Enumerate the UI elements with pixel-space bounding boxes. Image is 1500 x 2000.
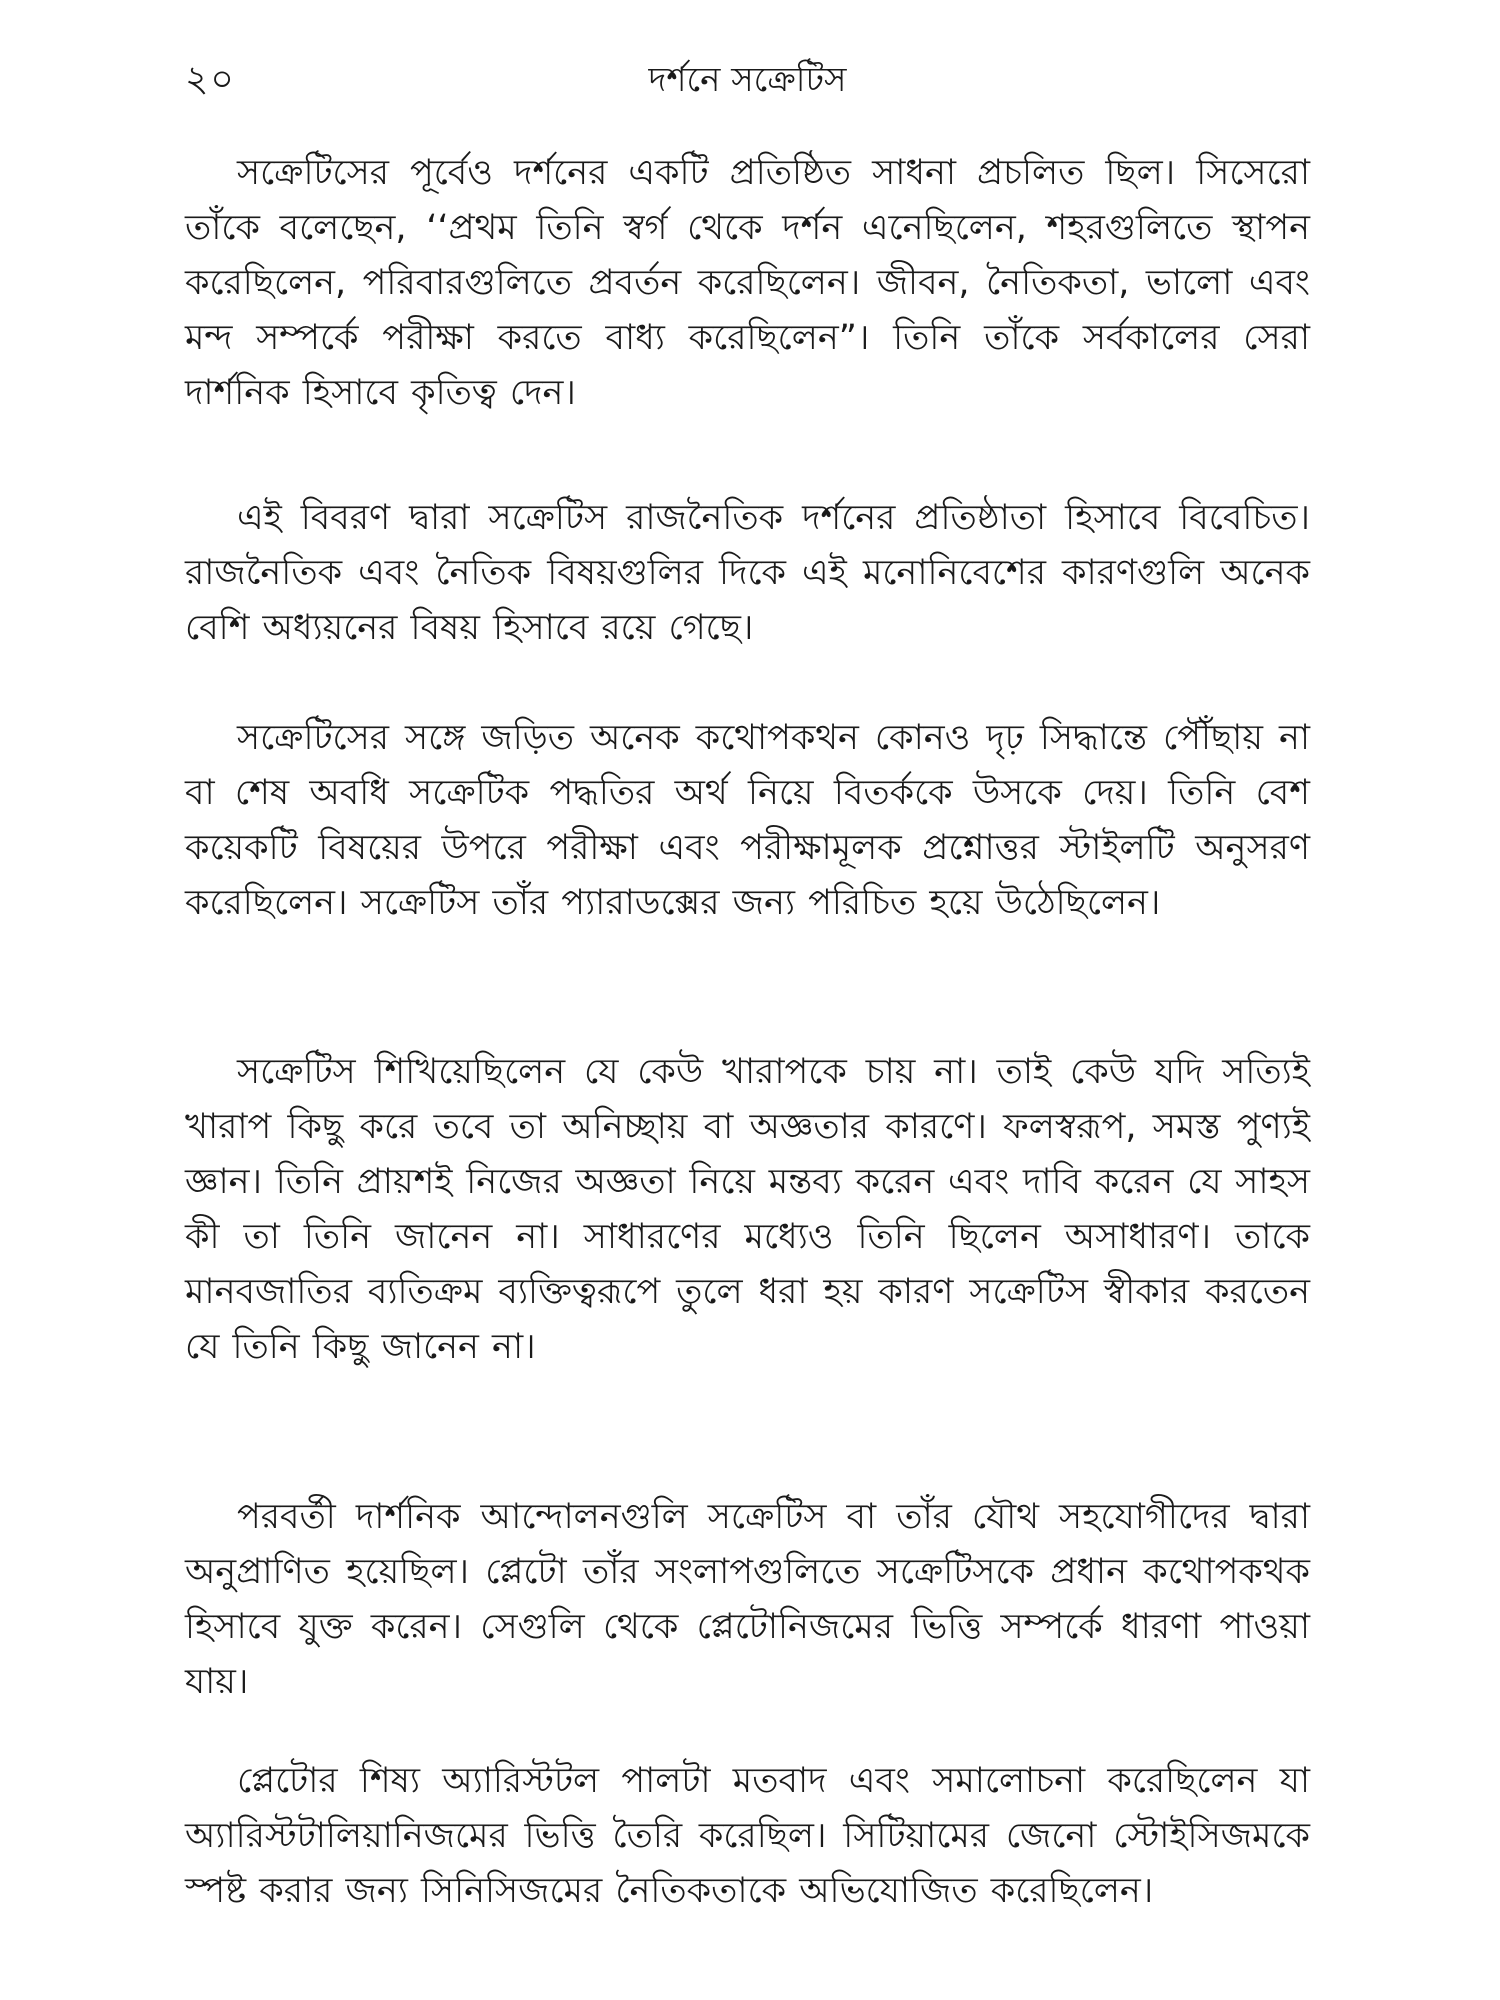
paragraph-political-philosophy: এই বিবরণ দ্বারা সক্রেটিস রাজনৈতিক দর্শনের প্রতিষ্ঠাতা হিসাবে বিবেচিত। রাজনৈতিক এবং নৈতিক বিষয়গুলির দিকে এই মনোনিবেশের কারণগুলি অনেক বেশি অধ্যয়নের বিষয় হিসাবে রয়ে গেছে।	[185, 498, 1310, 648]
running-title: দর্শনে সক্রেটিস	[648, 60, 847, 100]
paragraph-aristotle-zeno: প্লেটোর শিষ্য অ্যারিস্টটল পালটা মতবাদ এবং সমালোচনা করেছিলেন যা অ্যারিস্টটালিয়ানিজমের ভিত্তি তৈরি করেছিল। সিটিয়ামের জেনো স্টোইসিজমকে স্পষ্ট করার জন্য সিনিসিজমের নৈতিকতাকে অভিযোজিত করেছিলেন।	[185, 1761, 1310, 1911]
paragraph-later-movements: পরবর্তী দার্শনিক আন্দোলনগুলি সক্রেটিস বা তাঁর যৌথ সহযোগীদের দ্বারা অনুপ্রাণিত হয়েছিল। প্লেটো তাঁর সংলাপগুলিতে সক্রেটিসকে প্রধান কথোপকথক হিসাবে যুক্ত করেন। সেগুলি থেকে প্লেটোনিজমের ভিত্তি সম্পর্কে ধারণা পাওয়া যায়।	[185, 1497, 1310, 1702]
paragraph-cicero-quote: সক্রেটিসের পূর্বেও দর্শনের একটি প্রতিষ্ঠিত সাধনা প্রচলিত ছিল। সিসেরো তাঁকে বলেছেন, ‘‘প্রথম তিনি স্বর্গ থেকে দর্শন এনেছিলেন, শহরগুলিতে স্থাপন করেছিলেন, পরিবারগুলিতে প্রবর্তন করেছিলেন। জীবন, নৈতিকতা, ভালো এবং মন্দ সম্পর্কে পরীক্ষা করতে বাধ্য করেছিলেন”। তিনি তাঁকে সর্বকালের সেরা দার্শনিক হিসাবে কৃতিত্ব দেন।	[185, 153, 1310, 413]
body-text	[185, 146, 1310, 1966]
page-number: ২০	[185, 59, 236, 100]
page-header	[185, 50, 1310, 110]
paragraph-virtue-knowledge: সক্রেটিস শিখিয়েছিলেন যে কেউ খারাপকে চায় না। তাই কেউ যদি সত্যিই খারাপ কিছু করে তবে তা অনিচ্ছায় বা অজ্ঞতার কারণে। ফলস্বরূপ, সমস্ত পুণ্যই জ্ঞান। তিনি প্রায়শই নিজের অজ্ঞতা নিয়ে মন্তব্য করেন এবং দাবি করেন যে সাহস কী তা তিনি জানেন না। সাধারণের মধ্যেও তিনি ছিলেন অসাধারণ। তাকে মানবজাতির ব্যতিক্রম ব্যক্তিত্বরূপে তুলে ধরা হয় কারণ সক্রেটিস স্বীকার করতেন যে তিনি কিছু জানেন না।	[185, 1052, 1310, 1367]
paragraph-socratic-method: সক্রেটিসের সঙ্গে জড়িত অনেক কথোপকথন কোনও দৃঢ় সিদ্ধান্তে পৌঁছায় না বা শেষ অবধি সক্রেটিক পদ্ধতির অর্থ নিয়ে বিতর্ককে উসকে দেয়। তিনি বেশ কয়েকটি বিষয়ের উপরে পরীক্ষা এবং পরীক্ষামূলক প্রশ্নোত্তর স্টাইলটি অনুসরণ করেছিলেন। সক্রেটিস তাঁর প্যারাডক্সের জন্য পরিচিত হয়ে উঠেছিলেন।	[185, 718, 1311, 923]
